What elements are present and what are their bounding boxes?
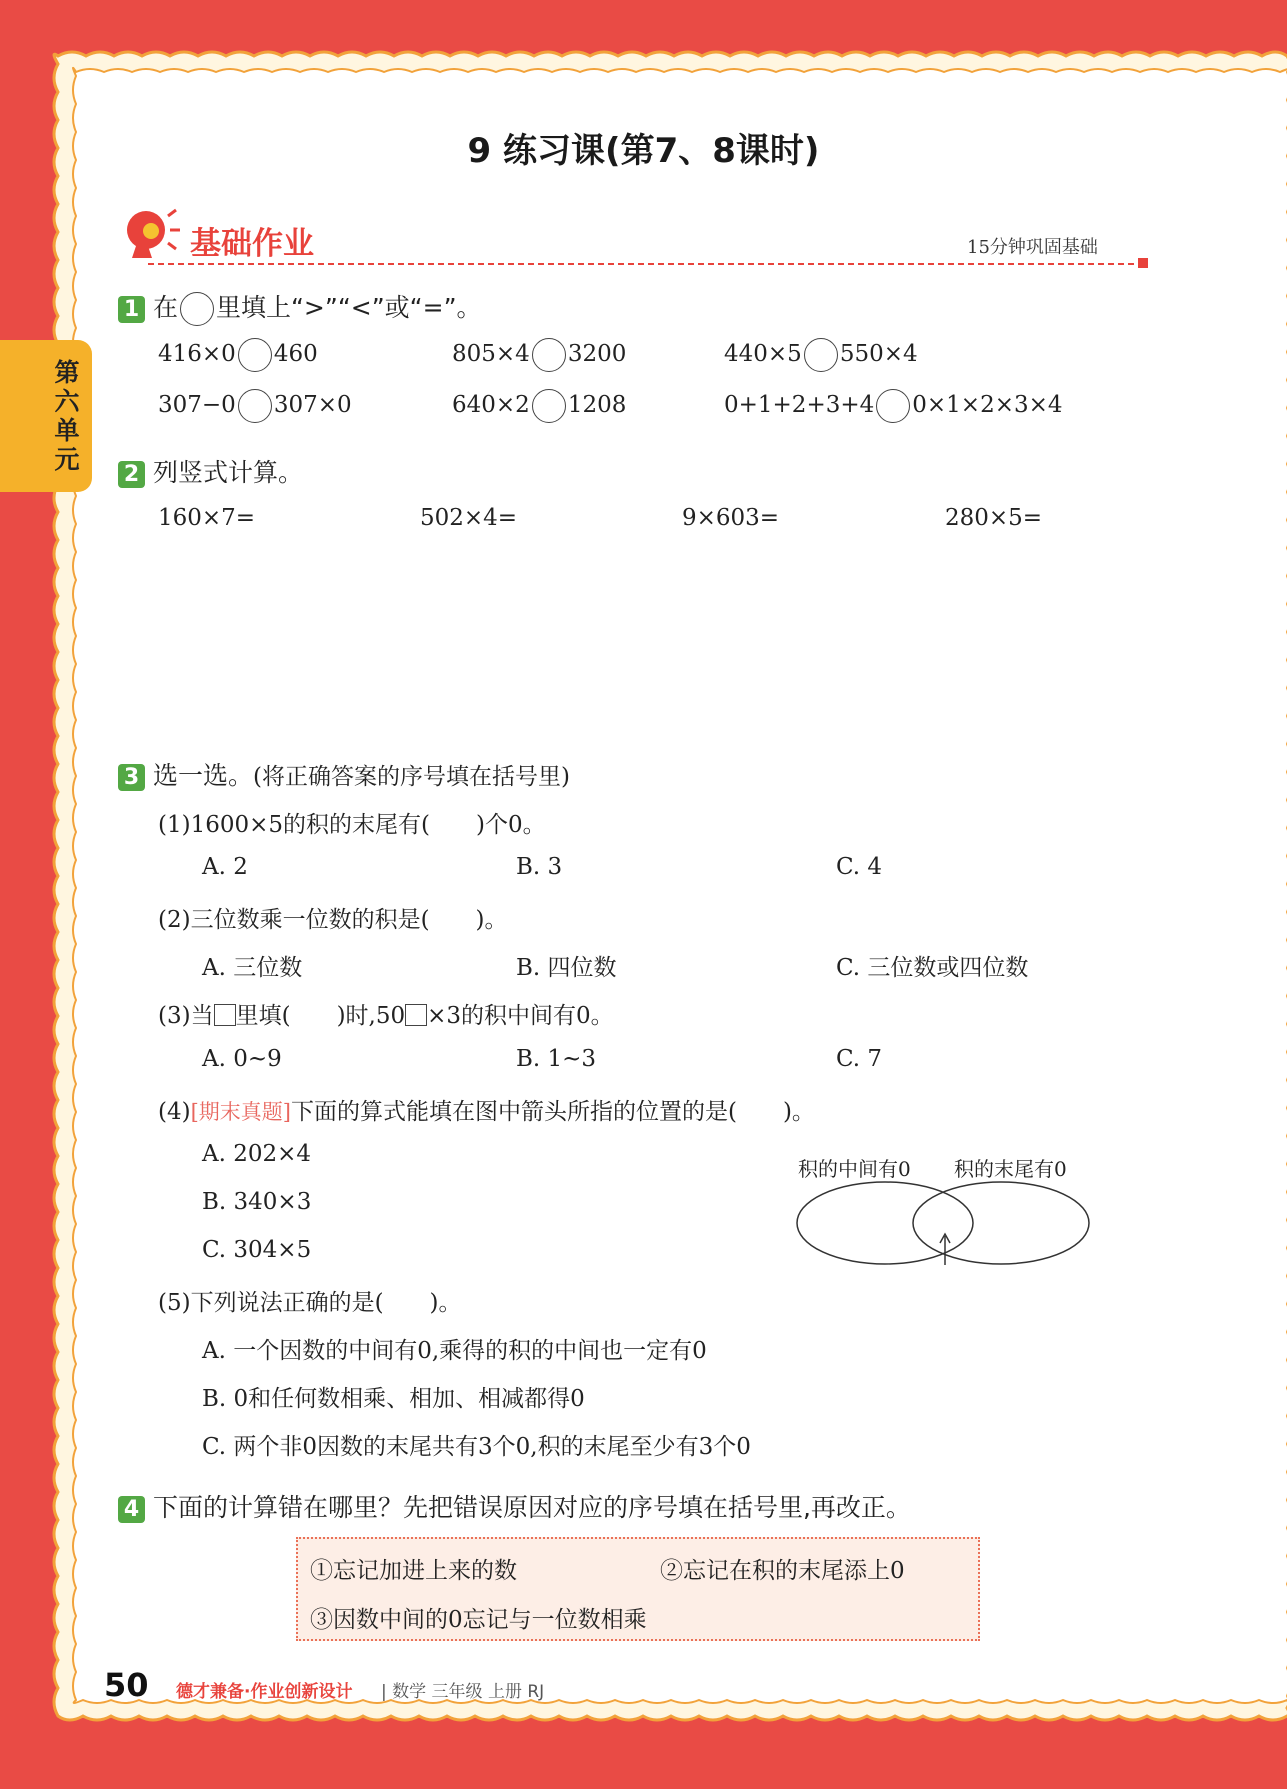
q1-item-3: 440×5 550×4	[724, 338, 918, 372]
q3-1-option-a[interactable]: A. 2	[202, 854, 248, 880]
venn-diagram	[795, 1180, 1095, 1280]
footer-info: | 数学 三年级 上册 RJ	[381, 1682, 545, 1702]
venn-label-right: 积的末尾有0	[954, 1157, 1067, 1181]
q3-1-option-c[interactable]: C. 4	[836, 854, 883, 880]
q2-heading	[118, 453, 303, 489]
q3-2-option-b[interactable]: B. 四位数	[516, 955, 617, 981]
unit-side-tab-label: 第六单元	[54, 358, 80, 474]
answer-circle[interactable]	[804, 338, 838, 372]
page-number: 50	[104, 1666, 149, 1704]
q3-3-option-a[interactable]: A. 0~9	[202, 1046, 282, 1072]
exam-tag: [期末真题]	[190, 1100, 291, 1124]
compare-circle	[180, 292, 214, 326]
error-reason-2: ②忘记在积的末尾添上0	[660, 1558, 905, 1584]
q3-number: 3	[118, 764, 145, 791]
footer-brand: 德才兼备·作业创新设计	[176, 1682, 353, 1702]
q3-text-a: 选一选。	[152, 761, 253, 790]
q1-text-b: 里填上“>”“<”或“=”。	[215, 293, 482, 322]
q1-item-5: 640×2 1208	[452, 389, 626, 423]
page-title: 9 练习课(第7、8课时)	[467, 131, 820, 171]
q3-4-option-b[interactable]: B. 340×3	[202, 1189, 312, 1215]
answer-circle[interactable]	[238, 389, 272, 423]
q2-item-3: 9×603=	[682, 505, 780, 531]
q2-item-2: 502×4=	[420, 505, 518, 531]
q3-text-b: (将正确答案的序号填在括号里)	[252, 764, 570, 790]
q3-3-option-b[interactable]: B. 1~3	[516, 1046, 597, 1072]
section-divider	[148, 263, 1144, 265]
lightbulb-icon	[118, 206, 184, 264]
error-reason-3: ③因数中间的0忘记与一位数相乘	[310, 1607, 647, 1633]
q4-text: 下面的计算错在哪里？先把错误原因对应的序号填在括号里,再改正。	[152, 1493, 911, 1522]
blank-square	[405, 1004, 427, 1026]
q3-3-stem: (3)当 里填( )时,50 ×3的积中间有0。	[158, 1003, 614, 1029]
venn-circle-right	[913, 1182, 1089, 1264]
q3-4-stem: (4)[期末真题]下面的算式能填在图中箭头所指的位置的是( )。	[158, 1099, 815, 1125]
q4-heading	[118, 1488, 911, 1524]
q2-number: 2	[118, 461, 145, 488]
answer-circle[interactable]	[532, 338, 566, 372]
q3-2-stem: (2)三位数乘一位数的积是( )。	[158, 907, 508, 933]
section-title: 基础作业	[190, 226, 314, 262]
q1-item-4: 307−0 307×0	[158, 389, 352, 423]
error-reason-1: ①忘记加进上来的数	[310, 1558, 517, 1584]
q1-item-6: 0+1+2+3+4 0×1×2×3×4	[724, 389, 1063, 423]
q2-text: 列竖式计算。	[152, 458, 303, 487]
answer-circle[interactable]	[238, 338, 272, 372]
unit-side-tab	[0, 340, 92, 492]
q3-1-option-b[interactable]: B. 3	[516, 854, 563, 880]
answer-circle[interactable]	[876, 389, 910, 423]
q3-2-option-a[interactable]: A. 三位数	[202, 955, 303, 981]
q3-5-option-c[interactable]: C. 两个非0因数的末尾共有3个0,积的末尾至少有3个0	[202, 1434, 751, 1460]
venn-circle-left	[797, 1182, 973, 1264]
q3-2-option-c[interactable]: C. 三位数或四位数	[836, 955, 1029, 981]
q1-text-a: 在	[152, 293, 178, 322]
q1-item-2: 805×4 3200	[452, 338, 626, 372]
q3-4-option-a[interactable]: A. 202×4	[202, 1141, 312, 1167]
q2-item-4: 280×5=	[945, 505, 1043, 531]
q3-4-option-c[interactable]: C. 304×5	[202, 1237, 312, 1263]
q3-heading	[118, 756, 570, 792]
q1-number: 1	[118, 296, 145, 323]
section-note: 15分钟巩固基础	[967, 237, 1098, 258]
venn-label-left: 积的中间有0	[798, 1157, 911, 1181]
blank-square	[214, 1004, 236, 1026]
q3-5-stem: (5)下列说法正确的是( )。	[158, 1290, 462, 1316]
q1-heading	[118, 288, 482, 326]
q4-number: 4	[118, 1496, 145, 1523]
q3-5-option-b[interactable]: B. 0和任何数相乘、相加、相减都得0	[202, 1386, 585, 1412]
q3-5-option-a[interactable]: A. 一个因数的中间有0,乘得的积的中间也一定有0	[202, 1338, 707, 1364]
q3-3-option-c[interactable]: C. 7	[836, 1046, 883, 1072]
q1-item-1: 416×0 460	[158, 338, 318, 372]
section-divider-end	[1138, 258, 1148, 268]
q3-1-stem: (1)1600×5的积的末尾有( )个0。	[158, 812, 546, 838]
answer-circle[interactable]	[532, 389, 566, 423]
q2-item-1: 160×7=	[158, 505, 256, 531]
